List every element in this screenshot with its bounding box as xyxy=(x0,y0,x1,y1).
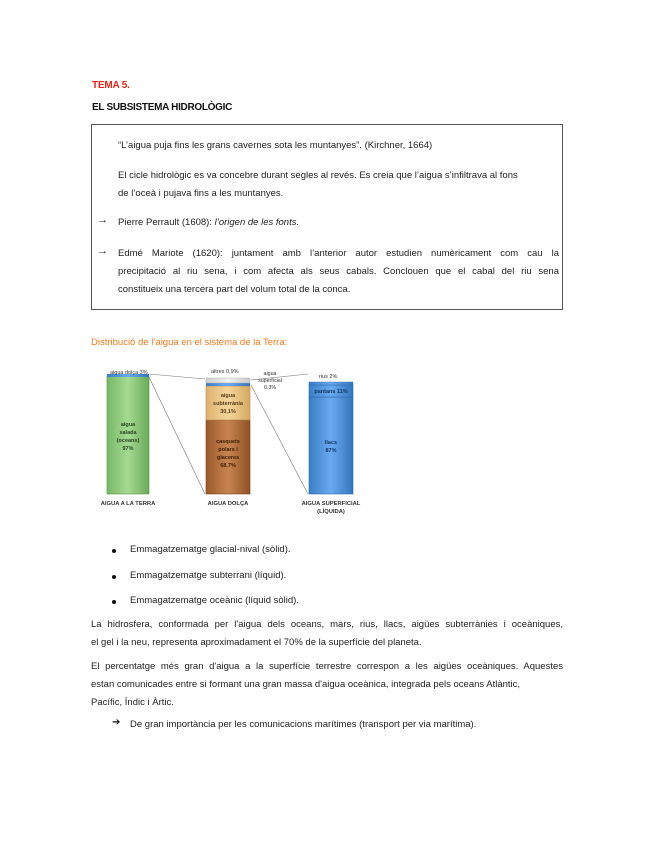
mariote-line-2: precipitació al riu sena, i com afecta als seus cabals. Conclouen que el cabal del riu sena xyxy=(118,266,559,277)
label-superficial-1: aigua xyxy=(263,371,277,377)
percent-line-2: estan comunicades entre si formant una gran massa d'aigua oceànica, integrada pels oceans Atlàntic, xyxy=(91,679,521,690)
label-altres: altres 0,9% xyxy=(211,369,239,375)
page-title: EL SUBSISTEMA HIDROLÒGIC xyxy=(92,102,233,113)
label-pantans: pantans 11% xyxy=(314,389,348,395)
label-aigua-salada-3: (oceans) xyxy=(116,438,140,444)
intro-paragraph-line-1: El cicle hidrològic es va concebre durant segles al revés. Es creia que l’aigua s’infiltrava al fons xyxy=(118,170,518,181)
perrault-item xyxy=(118,214,299,232)
percent-line-1: El percentatge més gran d'aigua a la superfície terrestre correspon a les aigües oceàniques. Aquestes xyxy=(91,661,563,672)
bullet-icon xyxy=(112,575,116,579)
bar-aigua-dolca xyxy=(206,369,282,507)
perrault-italic: l’origen de les fonts. xyxy=(214,217,300,228)
segment-aigua-superficial xyxy=(206,383,250,386)
label-casquets-1: casquets xyxy=(216,439,240,445)
segment-rius xyxy=(309,382,353,385)
mariote-item xyxy=(118,245,559,299)
label-casquets-3: glaceres xyxy=(216,455,240,461)
category-label-dolca: AIGUA DOLÇA xyxy=(207,501,249,507)
quote-text: “L’aigua puja fins les grans cavernes sota les muntanyes”. (Kirchner, 1664) xyxy=(118,140,433,151)
label-subterrania-1: aigua xyxy=(220,393,236,399)
bullet-icon xyxy=(112,600,116,604)
label-casquets-4: 68,7% xyxy=(220,463,236,469)
label-llacs-2: 87% xyxy=(325,448,337,454)
label-superficial-3: 0,3% xyxy=(263,385,277,391)
bullet-item: Emmagatzematge subterrani (líquid). xyxy=(130,570,287,581)
category-label-terra: AIGUA A LA TERRA xyxy=(100,501,156,507)
arrow-icon: → xyxy=(97,245,108,257)
bar-aigua-superficial xyxy=(302,374,361,515)
mariote-line-1: Edmé Mariote (1620): juntament amb l’anterior autor estudien numèricament com cau la xyxy=(118,248,559,259)
section-heading: Distribució de l’aigua en el sistema de la Terra: xyxy=(91,337,288,348)
label-aigua-dolca: aigua dolça 3% xyxy=(110,370,148,376)
hidrosfera-paragraph xyxy=(91,616,563,652)
perrault-prefix: Pierre Perrault (1608): xyxy=(118,217,215,228)
mariote-line-3: constitueix una tercera part del volum total de la conca. xyxy=(118,284,351,295)
label-subterrania-2: subterrània xyxy=(213,401,243,407)
label-aigua-salada-2: salada xyxy=(119,430,137,436)
bullet-item: Emmagatzematge glacial-nival (sòlid). xyxy=(130,544,291,555)
label-aigua-salada-4: 97% xyxy=(122,446,134,452)
hidrosfera-line-1: La hidrosfera, conformada per l'aigua dels oceans, mars, rius, llacs, aigües subterrànies i oceàniques, xyxy=(91,619,563,630)
intro-paragraph-line-2: de l’oceà i pujava fins a les muntanyes. xyxy=(118,188,284,199)
label-subterrania-3: 30,1% xyxy=(220,409,236,415)
bullet-item: Emmagatzematge oceànic (líquid sòlid). xyxy=(130,595,299,606)
bar-aigua-a-la-terra xyxy=(101,370,156,507)
label-rius: rius 2% xyxy=(319,374,338,380)
bullet-icon xyxy=(112,549,116,553)
label-superficial-2: superficial xyxy=(258,378,282,384)
percent-paragraph xyxy=(91,658,563,712)
label-casquets-2: polars i xyxy=(218,447,238,453)
water-distribution-chart xyxy=(90,362,380,522)
tema-label: TEMA 5. xyxy=(92,80,130,91)
category-label-superficial-2: (LÍQUIDA) xyxy=(317,509,345,515)
intro-paragraph xyxy=(118,167,559,203)
segment-altres xyxy=(206,378,250,383)
label-aigua-salada-1: aigua xyxy=(120,422,136,428)
arrow-right-icon: ➔ xyxy=(112,717,121,728)
percent-line-3: Pacífic, Índic i Àrtic. xyxy=(91,697,174,708)
label-llacs-1: llacs xyxy=(324,440,338,446)
arrow-icon: → xyxy=(97,214,108,226)
final-arrow-text: De gran importància per les comunicacions marítimes (transport per via marítima). xyxy=(130,719,477,730)
hidrosfera-line-2: el gel i la neu, representa aproximadament el 70% de la superfície del planeta. xyxy=(91,637,422,648)
category-label-superficial-1: AIGUA SUPERFICIAL xyxy=(301,501,361,507)
